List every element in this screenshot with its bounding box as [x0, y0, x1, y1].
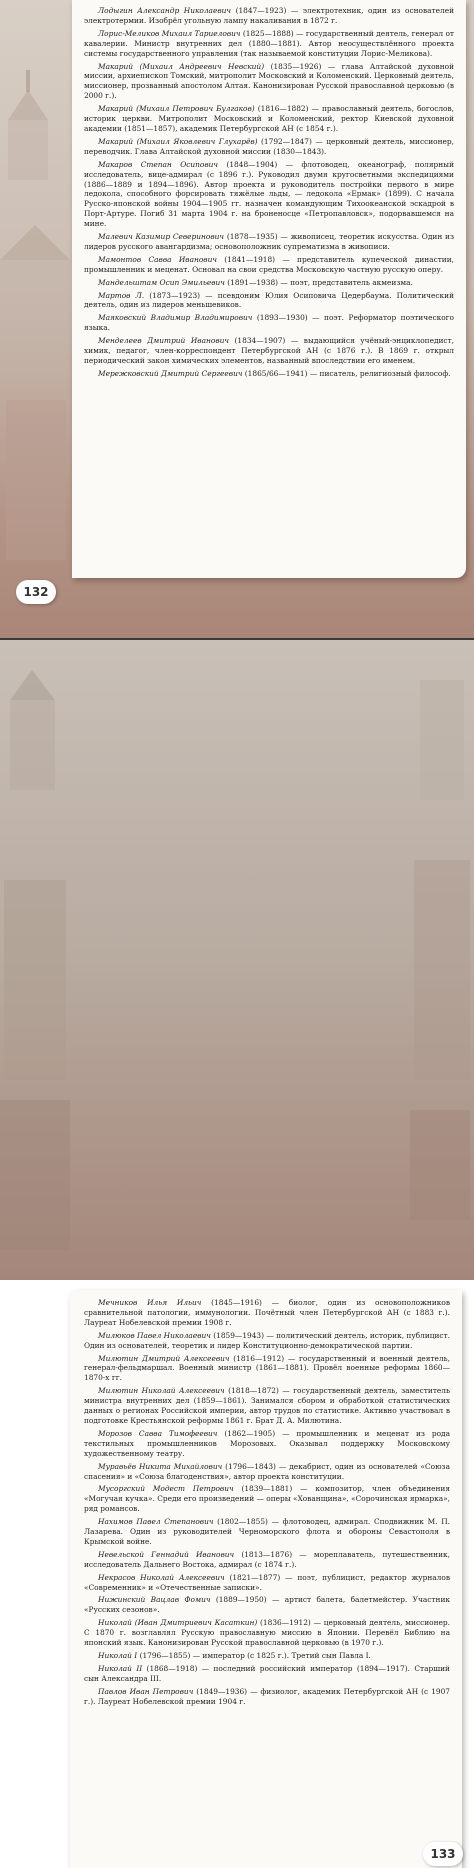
entry-name: Николай (Иван Дмитриевич Касаткин): [98, 1618, 258, 1628]
entry-name: Менделеев Дмитрий Иванович: [98, 336, 229, 346]
building-illustration: [400, 640, 474, 1280]
entry-description: (1796—1855) — император (с 1825 г.). Третий сын Павла I.: [137, 1651, 371, 1660]
entry-name: Мамонтов Савва Иванович: [98, 254, 217, 264]
entry-description: (1891—1938) — поэт, представитель акмеизма.: [224, 277, 413, 287]
glossary-entry: [84, 137, 454, 157]
glossary-entry: [84, 1664, 450, 1684]
entry-description: (1893—1930) — поэт. Реформатор поэтического языка.: [84, 313, 455, 333]
church-illustration: [0, 0, 80, 640]
entry-description: (1865/66—1941) — писатель, религиозный философ.: [242, 368, 451, 378]
glossary-entry: [84, 1484, 450, 1514]
glossary-entry: [84, 160, 454, 229]
entry-name: Муравьёв Никита Михайлович: [98, 1461, 223, 1471]
entry-description: (1841—1918) — представитель купеческой династии, промышленник и меценат. Основал на свои средства Московскую частную русскую оперу.: [84, 254, 455, 274]
entry-name: Нижинский Вацлав Фомич: [98, 1595, 211, 1605]
entry-description: (1813—1876) — мореплаватель, путешественник, исследователь Дальнего Востока, адмирал (с 1874 г.).: [84, 1549, 450, 1569]
glossary-entry: [84, 232, 454, 252]
entry-name: Макарий (Михаил Андреевич Невский): [98, 61, 265, 71]
entry-name: Мусоргский Модест Петрович: [98, 1484, 234, 1494]
entry-name: Николай I: [98, 1651, 138, 1660]
entry-name: Лодыгин Александр Николаевич: [98, 6, 231, 15]
text-panel: [70, 1290, 462, 1868]
entry-description: (1839—1881) — композитор, член объединения «Могучая кучка». Среди его произведений — оперы «Хованщина», «Сорочинская ярмарка», ряд романсов.: [84, 1484, 451, 1514]
entry-name: Лорис-Меликов Михаил Тариелович: [98, 28, 241, 38]
entry-description: (1816—1882) — православный деятель, богослов, историк церкви. Митрополит Московский и Коломенский, ректор Киевской духовной академии (1851—1857), академик Петербургской АН (с 1854 г.).: [84, 104, 455, 133]
entry-description: (1849—1936) — физиолог, академик Петербургской АН (с 1907 г.). Лауреат Нобелевской премии 1904 г.: [84, 1686, 450, 1706]
entry-name: Морозов Савва Тимофеевич: [98, 1428, 218, 1438]
glossary-entry: [84, 1354, 450, 1384]
entry-name: Павлов Иван Петрович: [98, 1686, 194, 1696]
entry-name: Невельской Геннадий Иванович: [98, 1549, 235, 1559]
entry-description: (1821—1877) — поэт, публицист, редактор журналов «Современник» и «Отечественные записки».: [84, 1572, 450, 1592]
entry-name: Мандельштам Осип Эмильевич: [98, 277, 225, 287]
glossary-entry: [84, 313, 454, 333]
glossary-entry: [84, 278, 454, 288]
glossary-entry: [84, 62, 454, 102]
entry-name: Маяковский Владимир Владимирович: [98, 313, 253, 323]
entries-list: [84, 6, 454, 382]
page-133: [0, 640, 474, 1861]
entry-description: (1802—1855) — флотоводец, адмирал. Сподвижник М. П. Лазарева. Один из руководителей Черноморского флота и обороны Севастополя в Крымской войне.: [84, 1517, 450, 1546]
entry-description: (1816—1912) — государственный и военный деятель, генерал-фельдмаршал. Военный министр (1861—1881). Провёл военные реформы 1860—1870-х гг.: [84, 1353, 450, 1383]
glossary-entry: [84, 1618, 450, 1648]
entry-description: (1848—1904) — флотоводец, океанограф, полярный исследователь, вице-адмирал (с 1896 г.). Руководил двумя кругосветными экспедициями (1886—1889 и 1894—1896). Автор проекта и руководитель постройки первого в мире ледокола, способного форсировать тяжёлые льды, — ледокола «Ермак» (1899). С начала Русско-японской войны 1904—1905 гг. назначен командующим Тихоокеанской эскадрой в Порт-Артуре. Погиб 31 марта 1904 г. на броненосце «Петропавловск», подорвавшемся на мине.: [84, 159, 454, 229]
entry-description: (1796—1843) — декабрист, один из основателей «Союза спасения» и «Союза благоденствия», автор проекта конституции.: [84, 1461, 450, 1481]
entries-list: [84, 1298, 450, 1710]
glossary-entry: [84, 1429, 450, 1459]
page-number: 133: [423, 1842, 463, 1866]
entry-name: Мережковский Дмитрий Сергеевич: [98, 368, 243, 378]
glossary-entry: [84, 1550, 450, 1570]
entry-description: (1868—1918) — последний российский император (1894—1917). Старший сын Александра III.: [84, 1663, 450, 1683]
entry-description: (1845—1916) — биолог, один из основоположников сравнительной патологии, иммунологии. Почётный член Петербургской АН (с 1883 г.). Лауреат Нобелевской премии 1908 г.: [84, 1298, 450, 1327]
entry-description: (1825—1888) — государственный деятель, генерал от кавалерии. Министр внутренних дел (1880—1881). Автор неосуществлённого проекта системы государственного управления (так называемой конституции Лорис-Меликова).: [84, 28, 454, 58]
text-panel: [72, 0, 466, 578]
page-132: [0, 0, 474, 640]
church-illustration: [0, 640, 80, 1280]
entry-description: (1889—1950) — артист балета, балетмейстер. Участник «Русских сезонов».: [84, 1595, 450, 1615]
glossary-entry: [84, 255, 454, 275]
glossary-entry: [84, 1687, 450, 1707]
entry-description: (1859—1943) — политический деятель, историк, публицист. Один из основателей, теоретик и лидер Конституционно-демократической партии.: [84, 1330, 450, 1350]
entry-name: Малевич Казимир Северинович: [98, 232, 225, 242]
entry-name: Милютин Дмитрий Алексеевич: [98, 1353, 230, 1363]
glossary-entry: [84, 1651, 450, 1661]
entry-name: Макаров Степан Осипович: [98, 159, 219, 169]
entry-name: Николай II: [98, 1663, 143, 1673]
entry-description: (1834—1907) — выдающийся учёный-энциклопедист, химик, педагог, член-корреспондент Петербургской АН (с 1876 г.). В 1869 г. открыл периодический закон химических элементов, названный впоследствии его именем.: [84, 336, 454, 365]
glossary-entry: [84, 1331, 450, 1351]
glossary-entry: [84, 336, 454, 366]
glossary-entry: [84, 369, 454, 379]
entry-description: (1878—1935) — живописец, теоретик искусства. Один из лидеров русского авангардизма; основоположник супрематизма в живописи.: [84, 232, 454, 251]
entry-name: Мартов Л.: [98, 290, 145, 300]
entry-description: (1818—1872) — государственный деятель, заместитель министра внутренних дел (1859—1861). Занимался сбором и обработкой статистических данных о регионах Российской империи, автор трудов по статистике. Активно участвовал в подготовке Крестьянской реформы 1861 г. Брат Д. А. Милютина.: [84, 1386, 451, 1425]
entry-description: (1862—1905) — промышленник и меценат из рода текстильных промышленников Морозовых. Оказывал поддержку Московскому художественному театру.: [84, 1428, 451, 1458]
entry-description: (1873—1923) — псевдоним Юлия Осиповича Цедербаума. Политический деятель, один из лидеров меньшевиков.: [84, 290, 454, 310]
glossary-entry: [84, 1462, 450, 1482]
glossary-entry: [84, 291, 454, 311]
entry-description: (1792—1847) — церковный деятель, миссионер, переводчик. Глава Алтайской духовной миссии (1830—1843).: [84, 136, 454, 156]
glossary-entry: [84, 1386, 450, 1426]
glossary-entry: [84, 6, 454, 26]
entry-name: Макарий (Михаил Яковлевич Глухарёв): [98, 136, 258, 146]
entry-name: Макарий (Михаил Петрович Булгаков): [98, 104, 255, 114]
entry-name: Милютин Николай Алексеевич: [98, 1386, 225, 1396]
entry-description: (1836—1912) — церковный деятель, миссионер. С 1870 г. возглавлял Русскую православную миссию в Японии. Перевёл Библию на японский язык. Канонизирован Русской православной церковью (в 1970 г.).: [84, 1618, 450, 1648]
entry-description: (1847—1923) — электротехник, один из основателей электротермии. Изобрёл угольную лампу накаливания в 1872 г.: [84, 6, 454, 25]
entry-name: Нахимов Павел Степанович: [98, 1517, 214, 1527]
glossary-entry: [84, 1573, 450, 1593]
glossary-entry: [84, 1517, 450, 1547]
page-number: 132: [16, 580, 56, 604]
entry-description: (1835—1926) — глава Алтайской духовной миссии, архиепископ Томский, митрополит Московский и Коломенский. Церковный деятель, миссионер, прозванный апостолом Алтая. Канонизирован Русской православной церковью (в 2000 г.).: [84, 61, 454, 101]
glossary-entry: [84, 29, 454, 59]
glossary-entry: [84, 104, 454, 134]
entry-name: Милюков Павел Николаевич: [98, 1330, 211, 1340]
entry-name: Мечников Илья Ильич: [98, 1298, 202, 1307]
glossary-entry: [84, 1298, 450, 1328]
entry-name: Некрасов Николай Алексеевич: [98, 1572, 225, 1582]
glossary-entry: [84, 1595, 450, 1615]
